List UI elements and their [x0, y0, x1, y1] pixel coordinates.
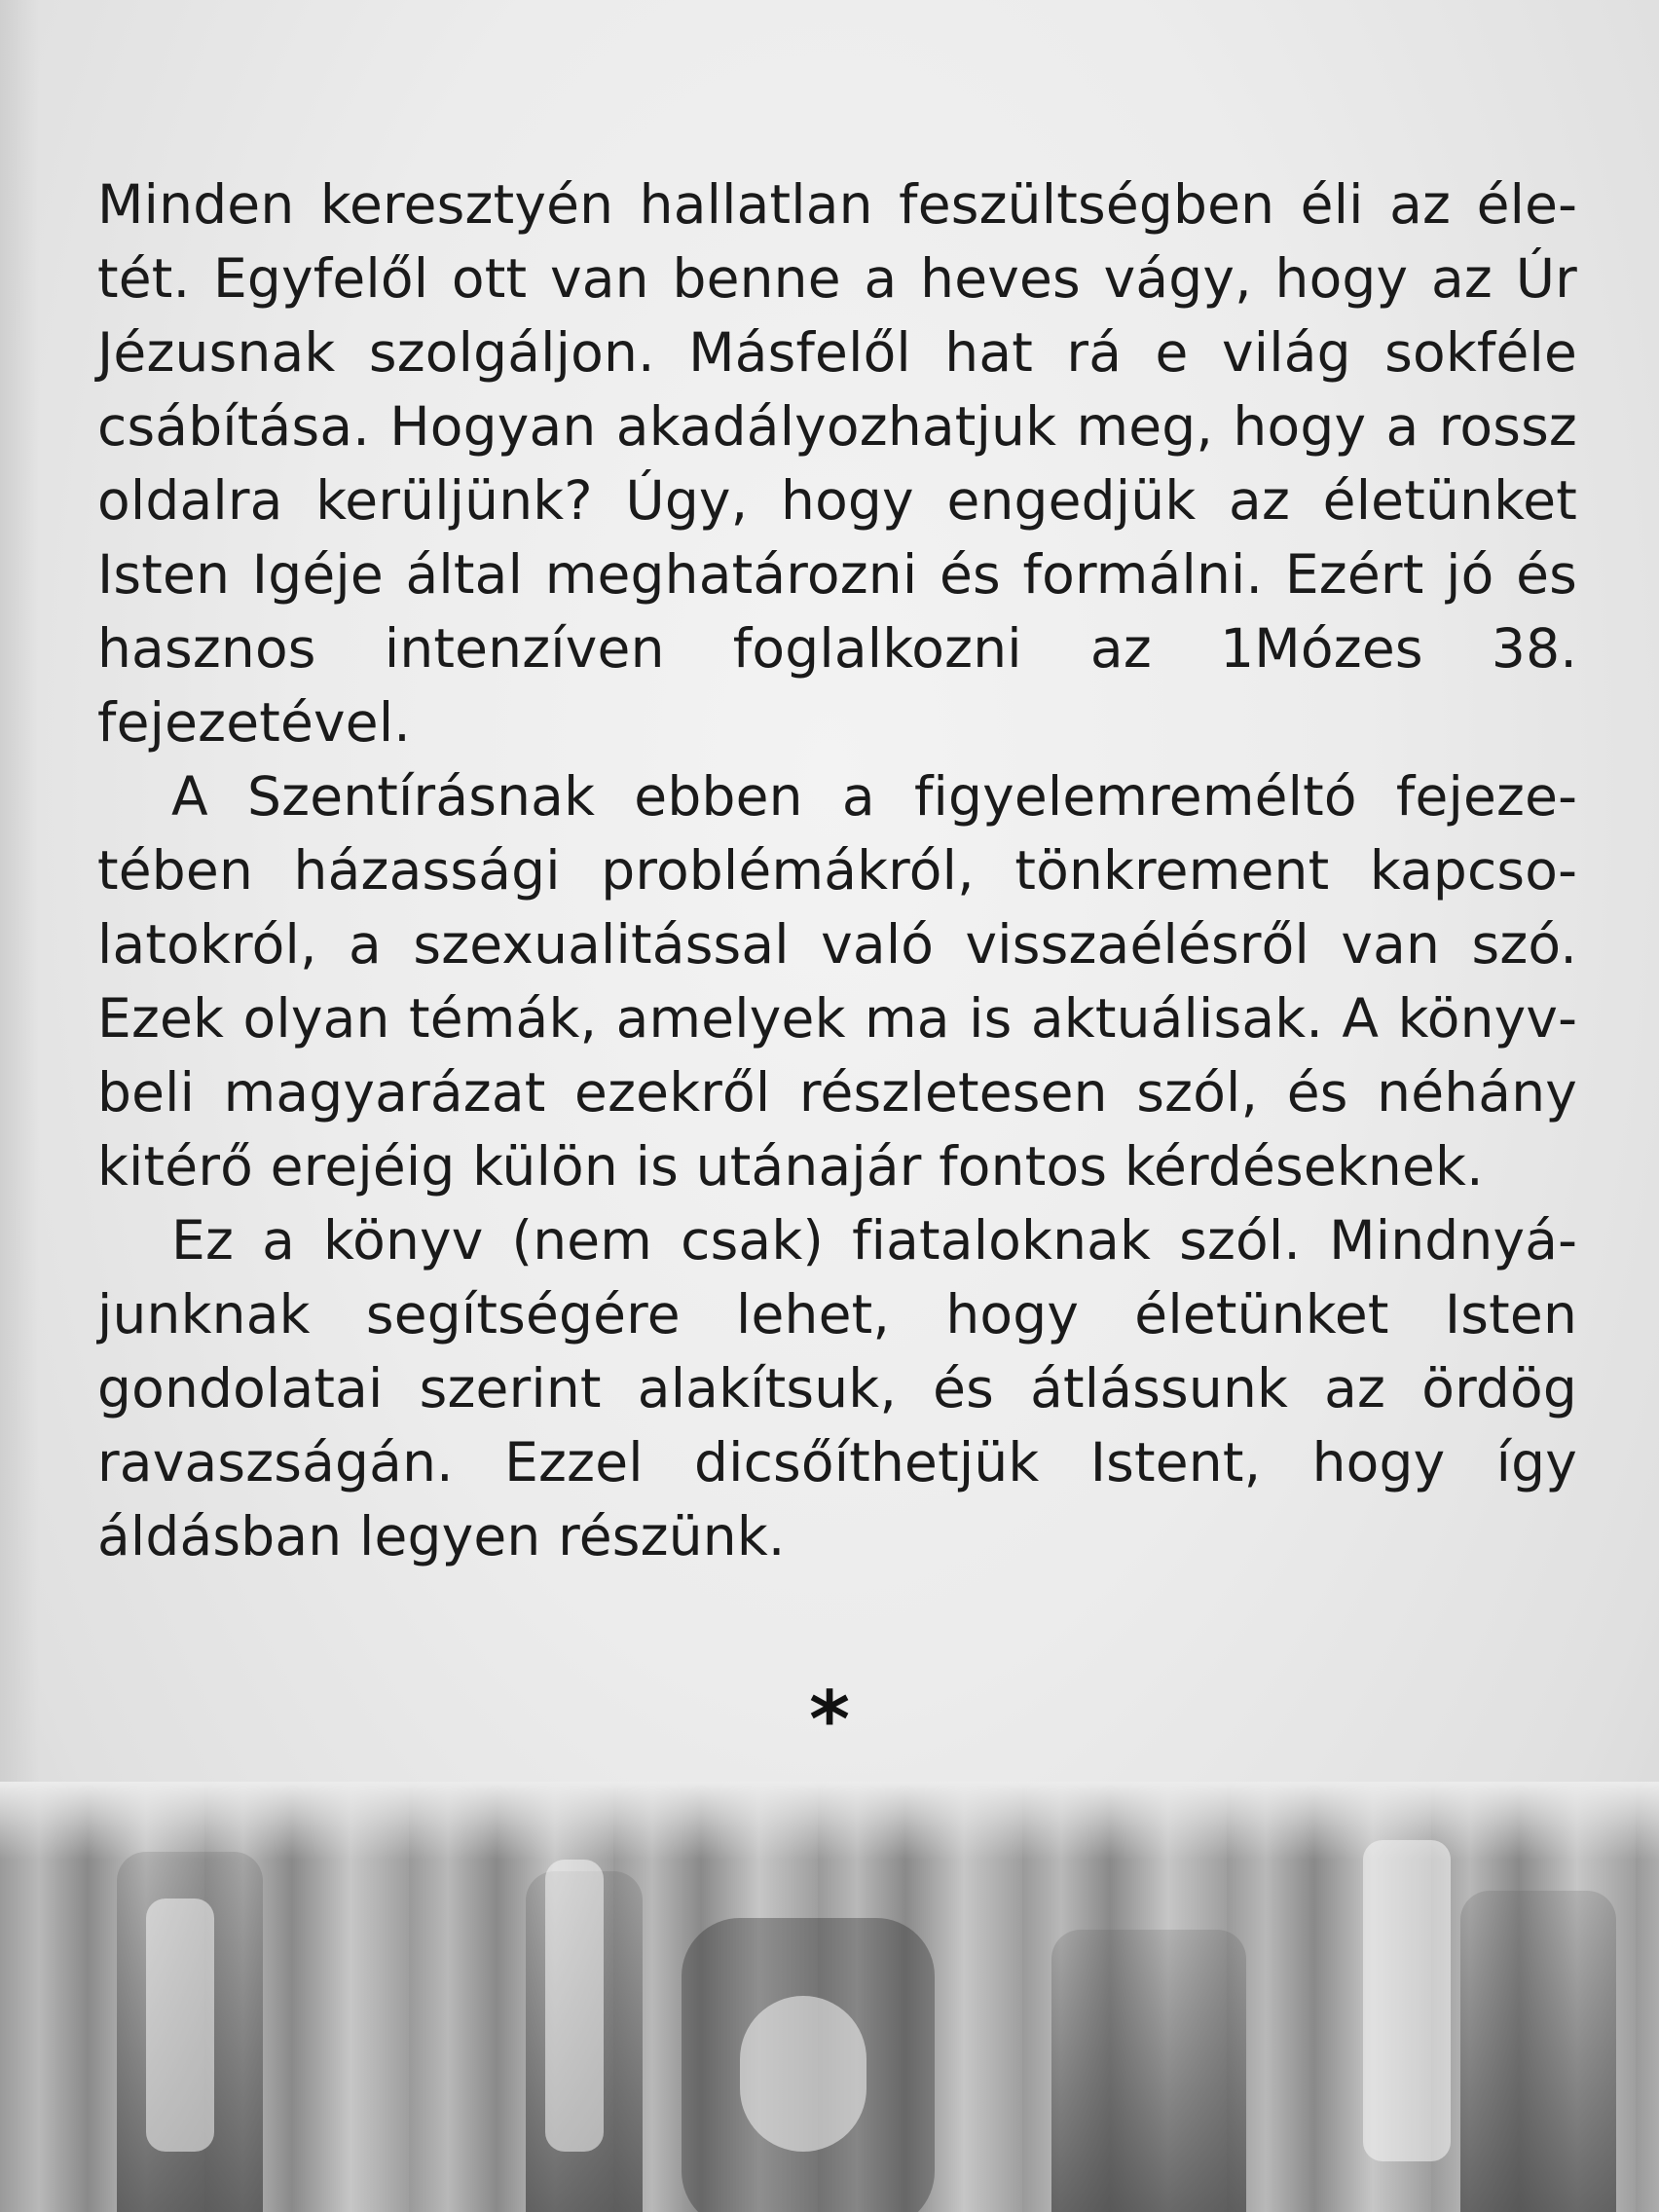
section-separator-asterisk: *	[809, 1675, 850, 1765]
scan-edge-shadow	[0, 0, 39, 1850]
blurb-paragraph-2: A Szentírásnak ebben a figyelemreméltó fejezetében házassági problémákról, tönkrement kapcsolatokról, a szexualitással való visszaélésről van szó. Ezek olyan témák, amelyek ma is aktuálisak. A könyvbeli magyarázat ezekről részletesen szól, és néhány kitérő erejéig külön is utánajár fontos kérdéseknek.	[97, 765, 1577, 1198]
blurb-paragraph-3: Ez a könyv (nem csak) fiataloknak szól. Mindnyájunknak segítségére lehet, hogy életünket Isten gondolatai szerint alakítsuk, és átlássunk az ördög ravaszságán. Ezzel dicsőíthetjük Istent, hogy így áldásban legyen részünk.	[97, 1209, 1577, 1567]
photo-highlight	[740, 1996, 866, 2152]
cover-photo-strip	[0, 1782, 1659, 2212]
photo-figure-right	[1051, 1930, 1246, 2212]
photo-figure-far-right	[1460, 1891, 1616, 2212]
photo-highlight	[1363, 1840, 1451, 2161]
blurb-paragraph-1: Minden keresztyén hallatlan feszültségben éli az életét. Egyfelől ott van benne a heves vágy, hogy az Úr Jézusnak szolgáljon. Másfelől hat rá e világ sokféle csábítása. Hogyan akadályozhatjuk meg, hogy a rossz oldalra kerüljünk? Úgy, hogy engedjük az életünket Isten Igéje által meghatározni és formálni. Ezért jó és hasznos intenzíven foglalkozni az 1Mózes 38. fejezetével.	[97, 173, 1577, 754]
photo-highlight	[146, 1899, 214, 2152]
blurb-text-block	[97, 167, 1577, 1573]
photo-highlight	[545, 1860, 604, 2152]
